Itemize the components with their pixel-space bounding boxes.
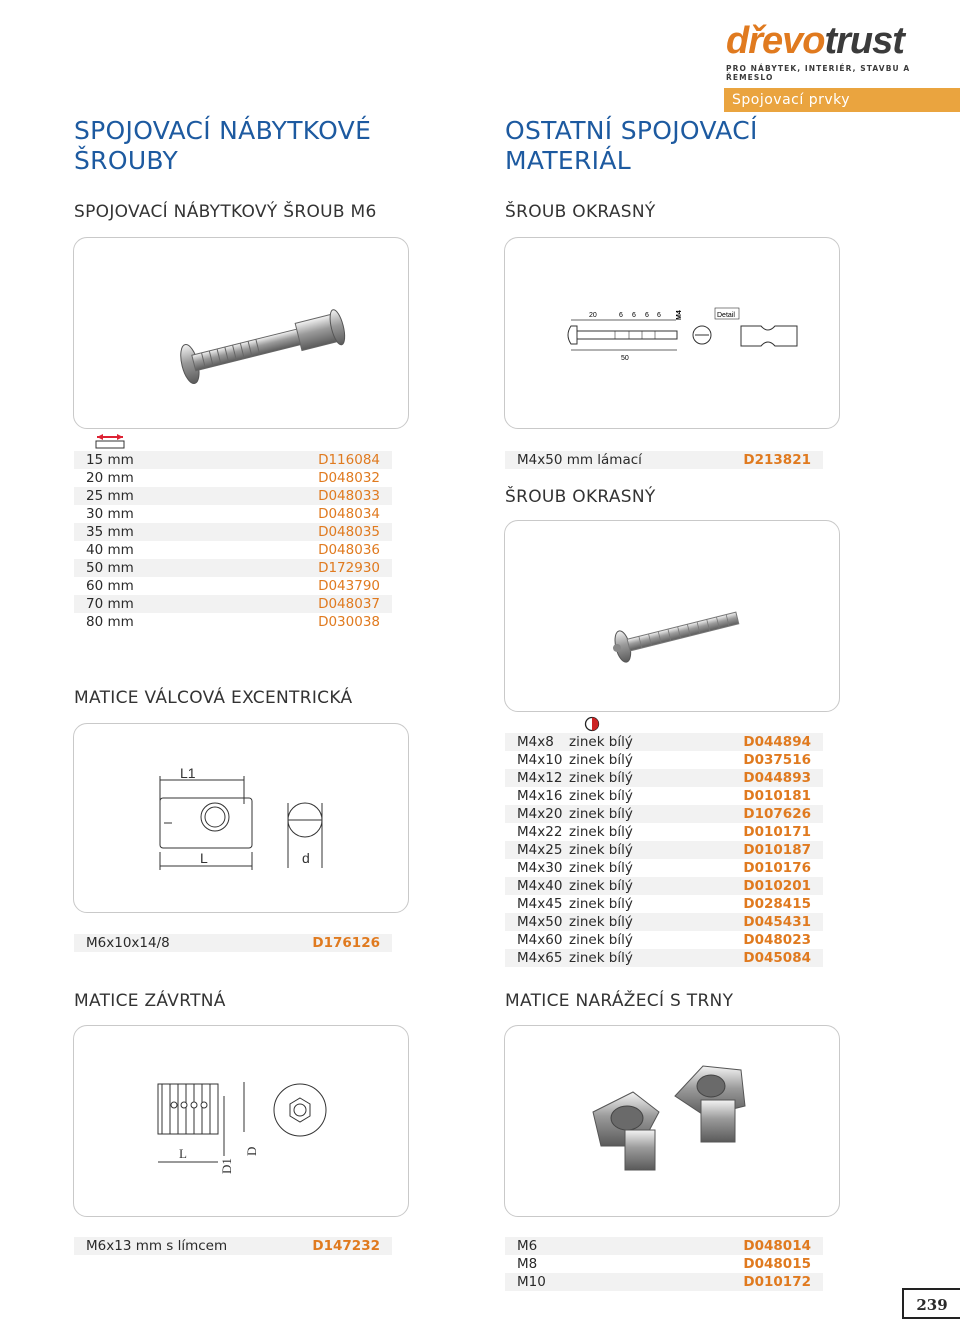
row-size-cell (517, 751, 633, 769)
size-text: M4x40 (517, 878, 563, 894)
size-text: M4x22 (517, 824, 563, 840)
row-size-cell (517, 895, 633, 913)
row-size-cell (86, 541, 134, 559)
size-text: M4x16 (517, 788, 563, 804)
table-row (74, 541, 392, 559)
row-size-cell (86, 595, 134, 613)
product-code: D010176 (743, 860, 811, 876)
row-size-cell (86, 451, 134, 469)
drevotrust-logo (726, 20, 936, 82)
logo-tagline: PRO NÁBYTEK, INTERIÉR, STAVBU A ŘEMESLO (726, 64, 911, 82)
table-decor-screw-1 (505, 451, 823, 469)
table-row (74, 613, 392, 631)
row-size-cell (86, 487, 134, 505)
finish-text: zinek bílý (569, 932, 633, 948)
finish-text: zinek bílý (569, 806, 633, 822)
row-size-cell (517, 769, 633, 787)
product-code: D045431 (743, 914, 811, 930)
product-code: D010172 (743, 1274, 811, 1290)
right-page-title: OSTATNÍ SPOJOVACÍ MATERIÁL (505, 116, 758, 175)
row-size-cell (517, 877, 633, 895)
table-row (74, 1237, 392, 1255)
row-size-cell (517, 787, 633, 805)
image-decor-screw-drawing (504, 237, 840, 429)
logo-part-a: dřevo (726, 20, 825, 62)
finish-text: zinek bílý (569, 824, 633, 840)
product-code: D044893 (743, 770, 811, 786)
table-row (505, 1255, 823, 1273)
table-row (74, 577, 392, 595)
row-size-cell (517, 1255, 537, 1273)
drawing-label-d1: D1 (219, 1158, 234, 1174)
drawing-dim-6a: 6 (619, 312, 623, 319)
size-text: 40 mm (86, 542, 134, 558)
table-tee-nut (505, 1237, 823, 1291)
drawing-label-l: L (179, 1146, 187, 1161)
table-row (505, 805, 823, 823)
drawing-detail: Detail (717, 312, 735, 319)
size-text: M6x13 mm s límcem (86, 1238, 228, 1254)
row-size-cell (517, 823, 633, 841)
table-decor-screw-2 (505, 733, 823, 967)
size-text: M4x50 mm lámací (517, 452, 642, 468)
finish-text: zinek bílý (569, 860, 633, 876)
product-code: D048033 (318, 488, 380, 504)
finish-text: zinek bílý (569, 770, 633, 786)
section-title-tee-nut: MATICE NARÁŽECÍ S TRNY (505, 991, 734, 1011)
size-text: M4x50 (517, 914, 563, 930)
drawing-label-d: d (302, 850, 310, 866)
image-eccentric-nut-drawing (73, 723, 409, 913)
size-text: 30 mm (86, 506, 134, 522)
row-size-cell (517, 859, 633, 877)
image-screw-nut-drawing (73, 1025, 409, 1217)
product-code: D030038 (318, 614, 380, 630)
row-size-cell (517, 841, 633, 859)
section-title-decor-screw-1: ŠROUB OKRASNÝ (505, 202, 656, 222)
drawing-label-d: D (244, 1146, 259, 1156)
table-row (505, 823, 823, 841)
drawing-dim-20: 20 (589, 312, 597, 319)
row-size-cell (517, 931, 633, 949)
row-size-cell (517, 1237, 537, 1255)
product-code: D010171 (743, 824, 811, 840)
row-size-cell (86, 1237, 227, 1255)
row-size-cell (517, 949, 633, 967)
drawing-label-l1: L1 (180, 765, 196, 781)
size-text: 25 mm (86, 488, 134, 504)
table-row (505, 877, 823, 895)
row-size-cell (86, 523, 134, 541)
size-text: M4x10 (517, 752, 563, 768)
table-row (74, 451, 392, 469)
row-size-cell (86, 505, 134, 523)
size-text: M4x65 (517, 950, 563, 966)
row-size-cell (517, 733, 633, 751)
left-page-title: SPOJOVACÍ NÁBYTKOVÉ ŠROUBY (74, 116, 372, 175)
section-title-decor-screw-2: ŠROUB OKRASNÝ (505, 487, 656, 507)
drawing-thread: M4 (676, 310, 683, 320)
drawing-label-l: L (200, 850, 208, 866)
product-code: D048023 (743, 932, 811, 948)
product-code: D048037 (318, 596, 380, 612)
row-size-cell (517, 451, 642, 469)
table-row (74, 505, 392, 523)
product-code: D172930 (318, 560, 380, 576)
drawing-dim-6d: 6 (657, 312, 661, 319)
table-row (74, 487, 392, 505)
size-text: M4x12 (517, 770, 563, 786)
finish-text: zinek bílý (569, 950, 633, 966)
product-code: D048034 (318, 506, 380, 522)
section-title-eccentric-nut: MATICE VÁLCOVÁ EXCENTRICKÁ (74, 688, 353, 708)
size-text: 70 mm (86, 596, 134, 612)
table-screw-m6 (74, 451, 392, 631)
finish-text: zinek bílý (569, 896, 633, 912)
product-code: D010201 (743, 878, 811, 894)
finish-text: zinek bílý (569, 788, 633, 804)
table-row (74, 523, 392, 541)
table-row (505, 769, 823, 787)
section-title-screw-nut: MATICE ZÁVRTNÁ (74, 991, 226, 1011)
table-row (505, 895, 823, 913)
size-text: 15 mm (86, 452, 134, 468)
product-code: D147232 (312, 1238, 380, 1254)
finish-text: zinek bílý (569, 752, 633, 768)
product-code: D116084 (318, 452, 380, 468)
table-row (505, 733, 823, 751)
size-text: M4x30 (517, 860, 563, 876)
product-code: D048035 (318, 524, 380, 540)
product-code: D010187 (743, 842, 811, 858)
finish-text: zinek bílý (569, 842, 633, 858)
size-text: M4x8 (517, 734, 554, 750)
row-size-cell (517, 805, 633, 823)
product-code: D037516 (743, 752, 811, 768)
size-text: 60 mm (86, 578, 134, 594)
product-code: D176126 (312, 935, 380, 951)
product-code: D010181 (743, 788, 811, 804)
table-row (74, 595, 392, 613)
size-text: M4x45 (517, 896, 563, 912)
table-row (505, 859, 823, 877)
drawing-dim-6b: 6 (632, 312, 636, 319)
category-bar: Spojovací prvky (724, 88, 960, 112)
table-row (505, 751, 823, 769)
table-row (505, 931, 823, 949)
product-code: D048015 (743, 1256, 811, 1272)
table-row (505, 841, 823, 859)
size-text: 80 mm (86, 614, 134, 630)
size-text: M10 (517, 1274, 546, 1290)
logo-part-b: trust (824, 20, 904, 62)
finish-text: zinek bílý (569, 914, 633, 930)
table-row (505, 913, 823, 931)
image-decor-screw-2 (504, 520, 840, 712)
table-row (74, 559, 392, 577)
row-size-cell (86, 934, 170, 952)
size-text: 35 mm (86, 524, 134, 540)
product-code: D048032 (318, 470, 380, 486)
row-size-cell (517, 913, 633, 931)
table-row (74, 934, 392, 952)
table-row (74, 469, 392, 487)
product-code: D043790 (318, 578, 380, 594)
size-text: M4x20 (517, 806, 563, 822)
finish-text: zinek bílý (569, 734, 633, 750)
size-text: M8 (517, 1256, 538, 1272)
size-text: M4x60 (517, 932, 563, 948)
product-code: D213821 (743, 452, 811, 468)
product-code: D048014 (743, 1238, 811, 1254)
row-size-cell (86, 559, 134, 577)
size-text: 20 mm (86, 470, 134, 486)
table-eccentric-nut (74, 934, 392, 952)
size-text: M6x10x14/8 (86, 935, 170, 951)
product-code: D045084 (743, 950, 811, 966)
table-row (505, 787, 823, 805)
table-screw-nut (74, 1237, 392, 1255)
size-text: M6 (517, 1238, 538, 1254)
drawing-length: 50 (621, 355, 629, 362)
row-size-cell (86, 469, 134, 487)
table-row (505, 451, 823, 469)
product-code: D028415 (743, 896, 811, 912)
size-text: M4x25 (517, 842, 563, 858)
table-row (505, 1237, 823, 1255)
product-code: D107626 (743, 806, 811, 822)
row-size-cell (517, 1273, 546, 1291)
page-number: 239 (902, 1288, 960, 1319)
product-code: D044894 (743, 734, 811, 750)
row-size-cell (86, 577, 134, 595)
size-text: 50 mm (86, 560, 134, 576)
row-size-cell (86, 613, 134, 631)
section-title-screw-m6: SPOJOVACÍ NÁBYTKOVÝ ŠROUB M6 (74, 202, 377, 222)
finish-text: zinek bílý (569, 878, 633, 894)
image-screw-m6 (73, 237, 409, 429)
product-code: D048036 (318, 542, 380, 558)
table-row (505, 949, 823, 967)
drawing-dim-6c: 6 (645, 312, 649, 319)
image-tee-nut (504, 1025, 840, 1217)
table-row (505, 1273, 823, 1291)
